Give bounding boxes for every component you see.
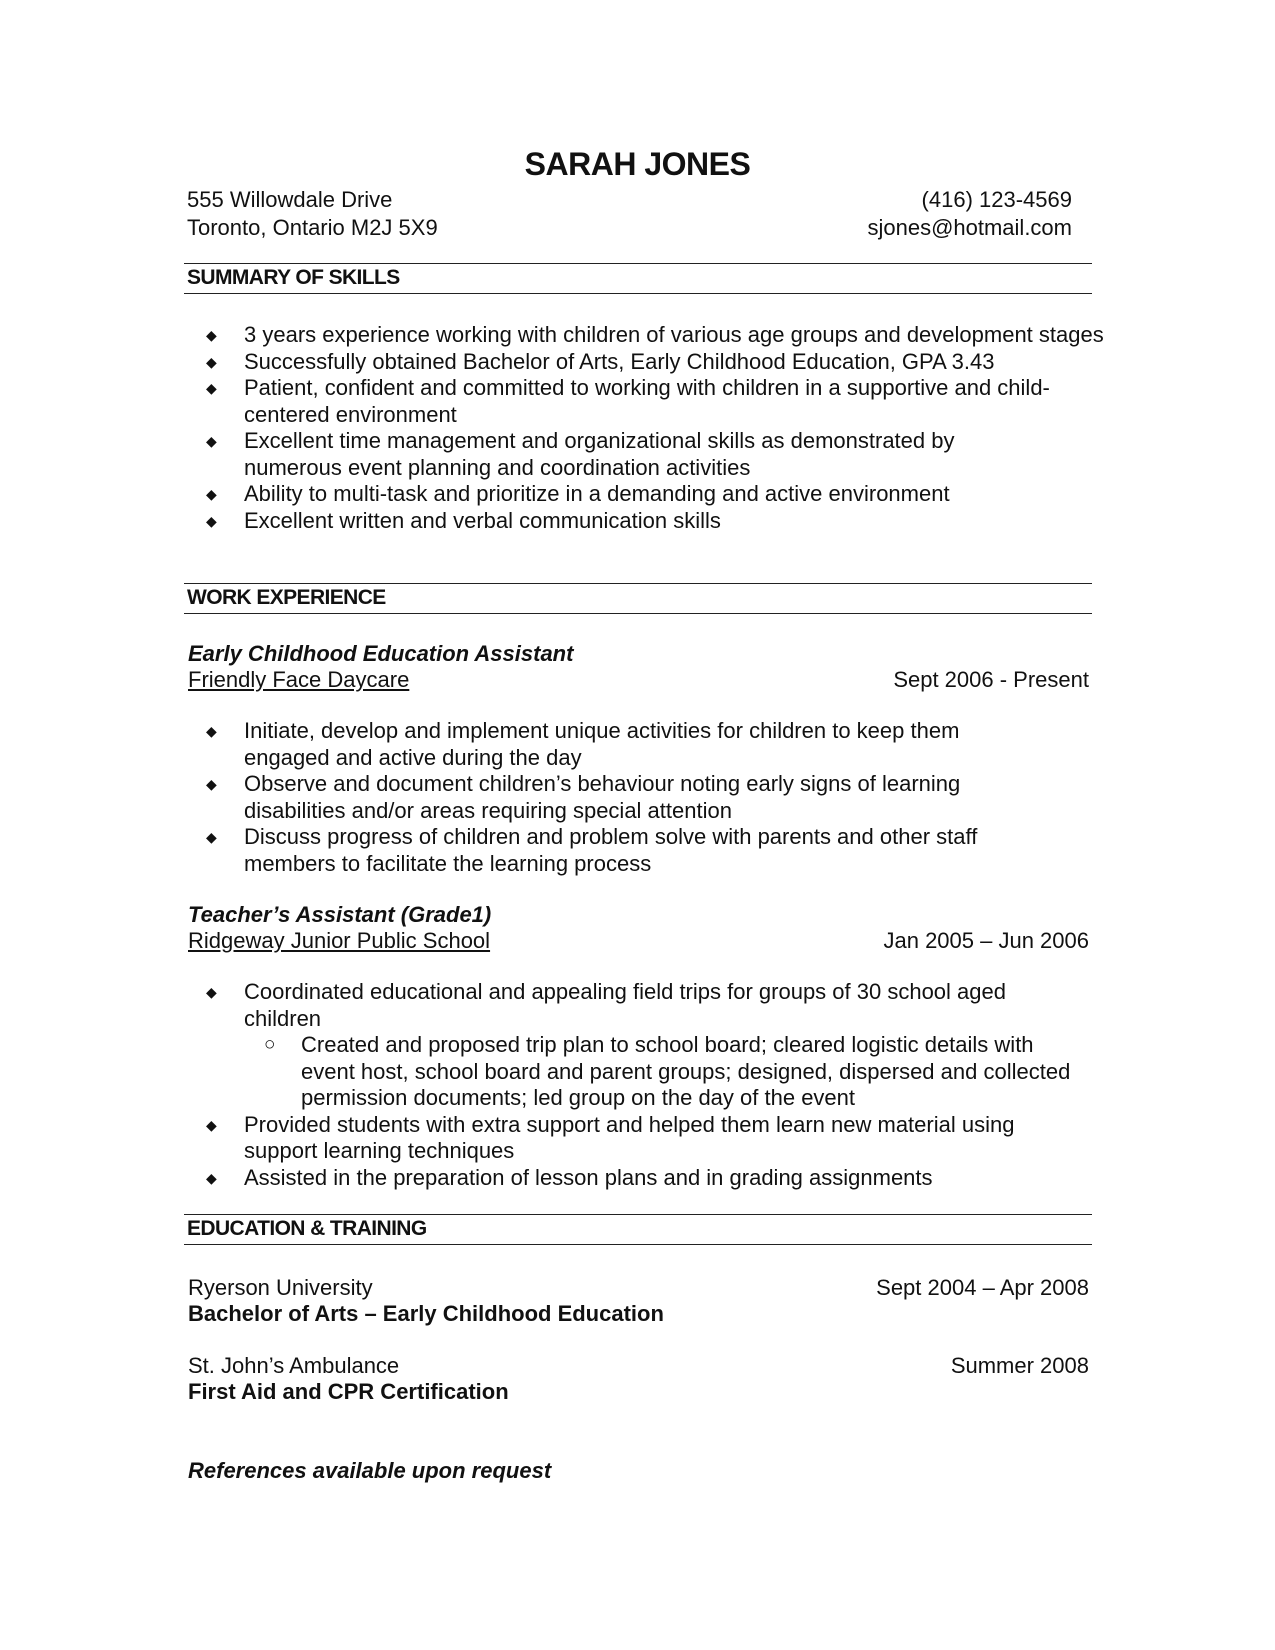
education-dates-1: Sept 2004 – Apr 2008 — [876, 1275, 1089, 1300]
diamond-bullet-icon: ◆ — [206, 1116, 217, 1133]
credential-2: First Aid and CPR Certification — [188, 1379, 509, 1404]
job-dates-2: Jan 2005 – Jun 2006 — [883, 928, 1089, 953]
diamond-bullet-icon: ◆ — [206, 776, 217, 792]
employer-2: Ridgeway Junior Public School — [188, 928, 491, 953]
education-section-header — [184, 1214, 1092, 1245]
employer-1: Friendly Face Daycare — [188, 667, 410, 692]
education-heading: EDUCATION & TRAINING — [187, 1217, 427, 1240]
list-item: ◆ Successfully obtained Bachelor of Arts, Early Childhood Education, GPA 3.43 — [206, 348, 995, 374]
job-2-duties — [0, 979, 1104, 1191]
skills-heading: SUMMARY OF SKILLS — [187, 266, 400, 289]
list-item: ◆ Excellent written and verbal communication skills — [206, 507, 721, 533]
skills-section-header — [184, 263, 1092, 294]
diamond-bullet-icon: ◆ — [206, 512, 217, 529]
job-title-2: Teacher’s Assistant (Grade1) — [188, 902, 492, 927]
phone-number: (416) 123-4569 — [921, 187, 1072, 212]
job-title-1: Early Childhood Education Assistant — [188, 641, 574, 666]
job-dates-1: Sept 2006 - Present — [893, 667, 1089, 692]
diamond-bullet-icon: ◆ — [206, 984, 217, 1000]
education-dates-2: Summer 2008 — [950, 1353, 1089, 1378]
email-address: sjones@hotmail.com — [867, 215, 1072, 240]
diamond-bullet-icon: ◆ — [206, 829, 217, 845]
job-1-duties — [0, 718, 1034, 877]
address-block — [187, 186, 438, 242]
list-item: ◆ Provided students with extra support and helped them learn new material using support learning techniques — [206, 1111, 1015, 1163]
list-item: ◆ Observe and document children’s behaviour noting early signs of learning disabilities and/or areas requiring special attention — [206, 771, 961, 823]
diamond-bullet-icon: ◆ — [206, 327, 217, 343]
diamond-bullet-icon: ◆ — [206, 1169, 217, 1186]
diamond-bullet-icon: ◆ — [206, 486, 217, 502]
diamond-bullet-icon: ◆ — [206, 353, 217, 370]
work-section-header — [184, 583, 1092, 614]
diamond-bullet-icon: ◆ — [206, 380, 217, 396]
school-2: St. John’s Ambulance — [188, 1353, 400, 1378]
list-item: ◆ 3 years experience working with children of various age groups and development stages — [206, 322, 1104, 347]
address-line-1: 555 Willowdale Drive — [187, 187, 393, 212]
work-heading: WORK EXPERIENCE — [187, 586, 386, 609]
list-item: ◆ Ability to multi-task and prioritize in a demanding and active environment — [206, 481, 950, 506]
applicant-name: SARAH JONES — [524, 146, 751, 182]
references-note: References available upon request — [188, 1458, 552, 1483]
diamond-bullet-icon: ◆ — [206, 433, 217, 449]
list-item: ◆ Patient, confident and committed to working with children in a supportive and child-centered environment — [206, 375, 1050, 427]
credential-1: Bachelor of Arts – Early Childhood Education — [188, 1301, 664, 1326]
skills-list — [0, 322, 1104, 534]
list-item: ◆ Discuss progress of children and problem solve with parents and other staff members to facilitate the learning process — [206, 824, 978, 876]
contact-block — [867, 186, 1072, 242]
school-1: Ryerson University — [188, 1275, 373, 1300]
list-item: ◆ Coordinated educational and appealing field trips for groups of 30 school aged children — [206, 979, 1006, 1031]
list-item: ◆ Initiate, develop and implement unique activities for children to keep them engaged and active during the day — [206, 718, 960, 770]
list-item: ◆ Assisted in the preparation of lesson plans and in grading assignments — [206, 1164, 933, 1190]
address-line-2: Toronto, Ontario M2J 5X9 — [187, 215, 438, 240]
circle-bullet-icon: ○ — [264, 1034, 276, 1055]
diamond-bullet-icon: ◆ — [206, 723, 217, 739]
list-item: ○ Created and proposed trip plan to school board; cleared logistic details with event host, school board and parent groups; designed, dispersed and collected permission documents; led group on the day of the event — [264, 1032, 1071, 1110]
list-item: ◆ Excellent time management and organizational skills as demonstrated by numerous event planning and coordination activities — [206, 428, 955, 480]
